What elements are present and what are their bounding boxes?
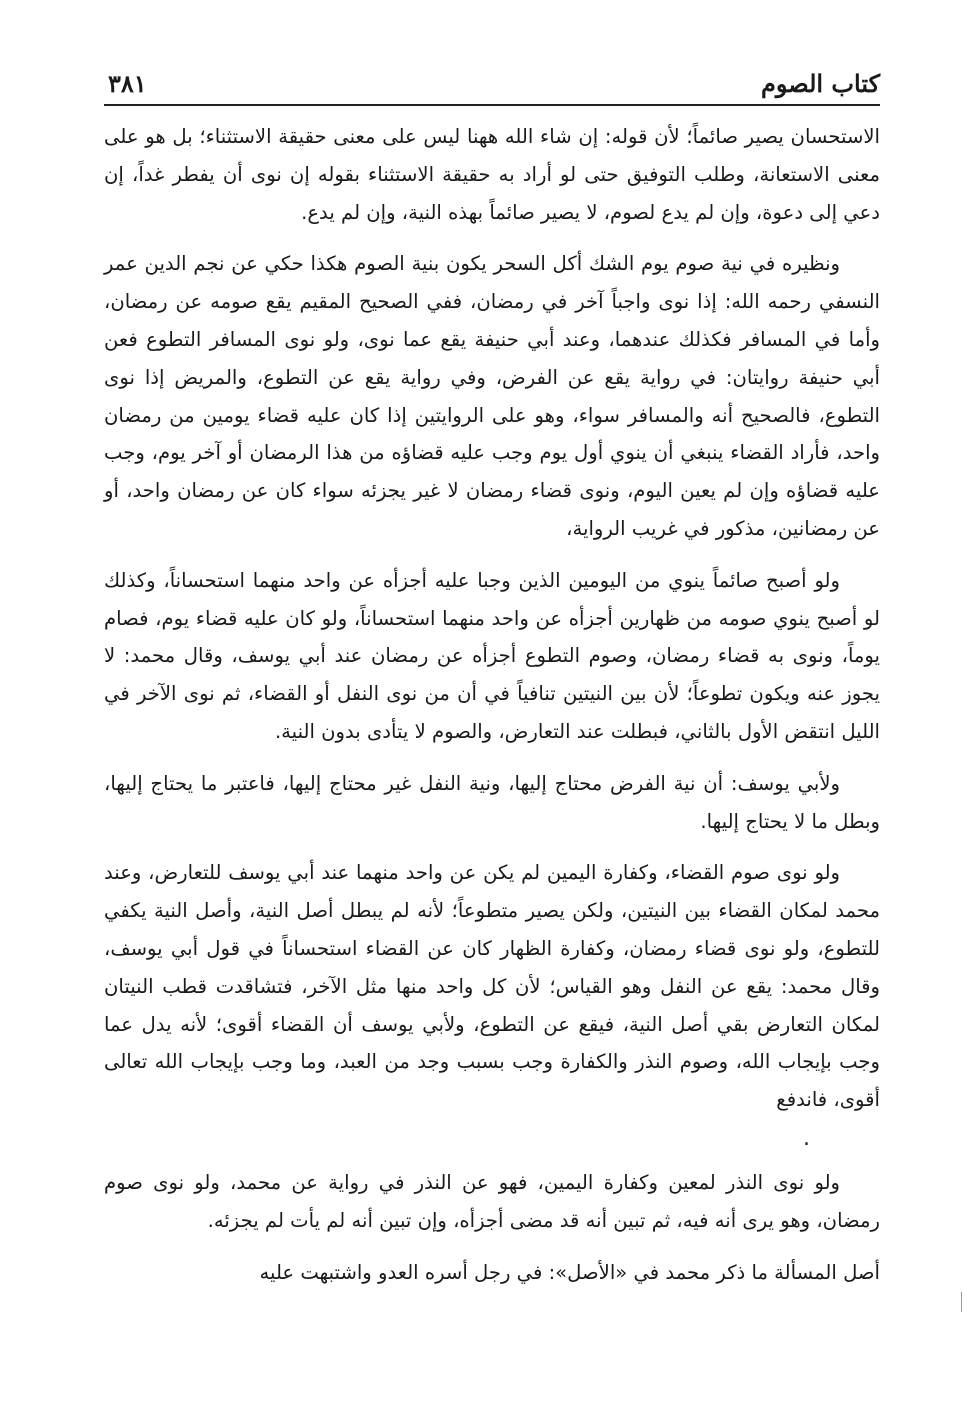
paragraph-4: ولأبي يوسف: أن نية الفرض محتاج إليها، ونية النفل غير محتاج إليها، فاعتبر ما يحتاج إليها، وبطل ما لا يحتاج إليها. [104,771,880,833]
separator-dot-line [104,1119,880,1159]
page-number: ٣٨١ [108,69,147,98]
separator-dot: . [803,1125,810,1151]
margin-mark [961,1292,962,1312]
header-rule [104,104,880,106]
page-header [108,62,880,98]
paragraph-5: ولو نوى صوم القضاء، وكفارة اليمين لم يكن عن واحد منهما عند أبي يوسف للتعارض، وعند محمد لمكان القضاء بين النيتين، ولكن يصير متطوعاً؛ لأنه لم يبطل أصل النية، وأصل النية يكفي للتطوع، ولو نوى قضاء رمضان، وكفارة الظهار كان عن القضاء استحساناً في قول أبي يوسف، وقال محمد: يقع عن النفل وهو القياس؛ لأن كل واحد منها مثل الآخر، فتشاقدت قطب النيتان لمكان التعارض بقي أصل النية، فيقع عن التطوع، ولأبي يوسف أن القضاء أقوى؛ لأنه يدل عما وجب بإيجاب الله، وصوم النذر والكفارة وجب بسبب وجد من العبد، وما وجب بإيجاب الله تعالى أقوى، فاندفع [104,861,880,1112]
paragraph-1: الاستحسان يصير صائماً؛ لأن قوله: إن شاء الله ههنا ليس على معنى حقيقة الاستثناء؛ بل هو على معنى الاستعانة، وطلب التوفيق حتى لو أراد به حقيقة الاستثناء بقوله إن نوى أن يفطر غداً، إن دعي إلى دعوة، وإن لم يدع لصوم، لا يصير صائماً بهذه النية، وإن لم يدع. [104,125,880,224]
paragraph-3: ولو أصبح صائماً ينوي من اليومين الذين وجبا عليه أجزأه عن واحد منهما استحساناً، وكذلك لو أصبح ينوي صومه من ظهارين أجزأه عن واحد منهما استحساناً، ولو كان عليه قضاء يوم، فصام يوماً، ونوى به قضاء رمضان، وصوم التطوع أجزأه عن رمضان عند أبي يوسف، وقال محمد: لا يجوز عنه ويكون تطوعاً؛ لأن بين النيتين تنافياً في أن من نوى النفل أو القضاء، ثم نوى الآخر في الليل انتقض الأول بالثاني، فبطلت عند التعارض، والصوم لا يتأدى بدون النية. [104,568,880,743]
chapter-title: كتاب الصوم [761,69,880,98]
page-body [104,118,880,1291]
paragraph-6: ولو نوى النذر لمعين وكفارة اليمين، فهو عن النذر في رواية عن محمد، ولو نوى صوم رمضان، وهو يرى أنه فيه، ثم تبين أنه قد مضى أجزأه، وإن تبين أنه لم يأت لم يجزئه. [104,1170,880,1232]
paragraph-7: أصل المسألة ما ذكر محمد في «الأصل»: في رجل أسره العدو واشتبهت عليه [259,1260,880,1284]
paragraph-2: ونظيره في نية صوم يوم الشك أكل السحر يكون بنية الصوم هكذا حكي عن نجم الدين عمر النسفي رحمه الله: إذا نوى واجباً آخر في رمضان، ففي الصحيح المقيم يقع صومه عن رمضان، وأما في المسافر فكذلك عندهما، وعند أبي حنيفة يقع عما نوى، ولو نوى المسافر التطوع فعن أبي حنيفة روايتان: في رواية يقع عن الفرض، وفي رواية يقع عن التطوع، والمريض إذا نوى التطوع، فالصحيح أنه والمسافر سواء، وهو على الروايتين إذا كان عليه قضاء يومين من رمضان واحد، فأراد القضاء ينبغي أن ينوي أول يوم وجب عليه قضاؤه من هذا الرمضان أو آخر يوم، وجب عليه قضاؤه وإن لم يعين اليوم، ونوى قضاء رمضان لا غير يجزئه سواء كان عن رمضان واحد، أو عن رمضانين، مذكور في غريب الرواية، [104,252,880,540]
